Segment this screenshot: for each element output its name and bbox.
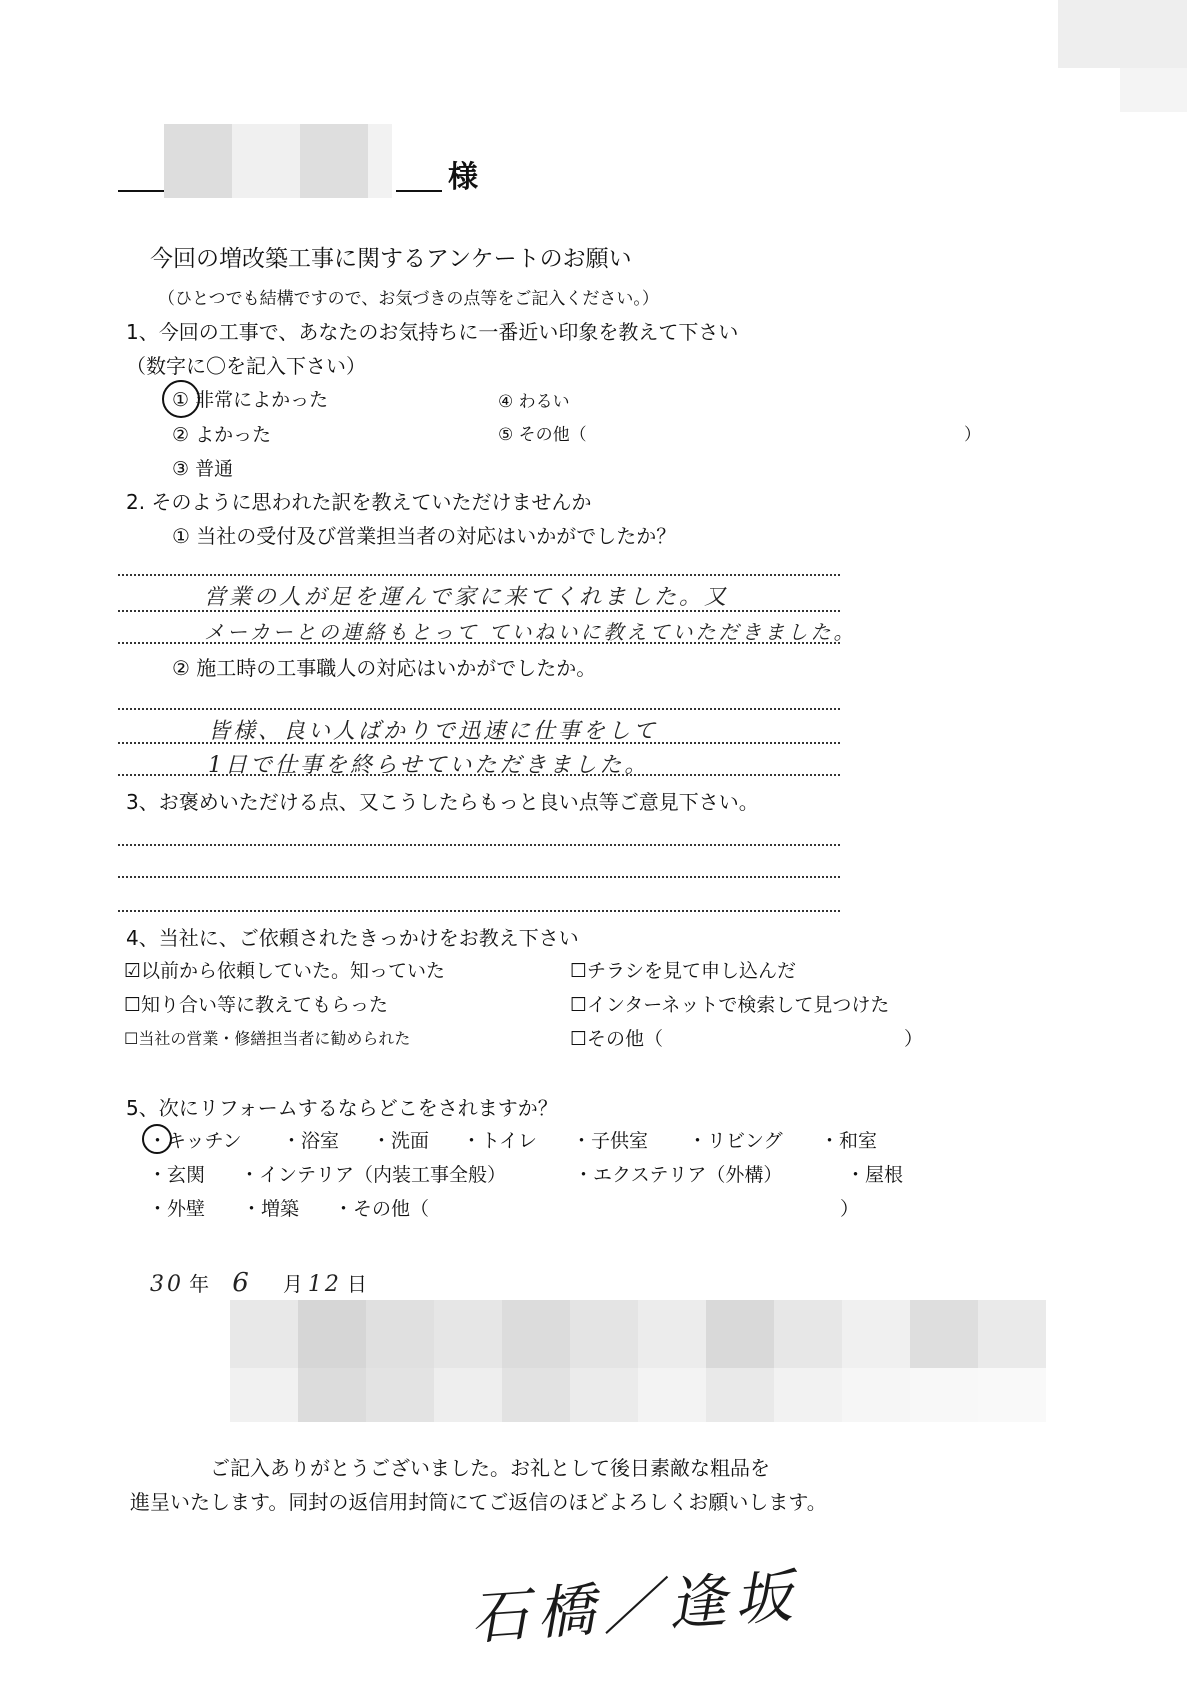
redaction-block	[706, 1368, 774, 1422]
date-day-value: 12	[307, 1272, 342, 1297]
redaction-block	[298, 1368, 366, 1422]
page-title: 今回の増改築工事に関するアンケートのお願い	[150, 246, 632, 272]
redaction-block	[774, 1368, 842, 1422]
redaction-block	[434, 1368, 502, 1422]
redaction-corner	[1120, 68, 1187, 112]
q4-option	[124, 1026, 410, 1049]
redaction-block	[842, 1300, 910, 1368]
closing-line-1: ご記入ありがとうございました。お礼として後日素敵な粗品を	[210, 1456, 770, 1480]
q2-sub2: ② 施工時の工事職人の対応はいかがでしたか。	[172, 656, 597, 680]
answer-line	[118, 574, 840, 576]
name-underline-left	[118, 190, 164, 192]
q4-option	[570, 956, 796, 983]
q1-question: 1、今回の工事で、あなたのお気持ちに一番近い印象を教えて下さい	[126, 320, 739, 344]
redaction-block	[978, 1300, 1046, 1368]
q5-option: ・リビング	[688, 1130, 783, 1152]
q5-question: 5、次にリフォームするならどこをされますか？	[126, 1096, 558, 1120]
redaction-block	[230, 1300, 298, 1368]
date-line	[150, 1268, 367, 1298]
q5-option: ・トイレ	[462, 1130, 538, 1152]
redaction-block	[230, 1368, 298, 1422]
q4-option-checked	[124, 956, 445, 983]
q5-option: ・玄関	[148, 1164, 206, 1186]
q5-option: ・和室	[820, 1130, 878, 1152]
redaction-block	[502, 1368, 570, 1422]
q4-option	[570, 1024, 663, 1051]
q5-option: ・増築	[242, 1198, 300, 1220]
redaction-block	[366, 1300, 434, 1368]
q2-sub1: ① 当社の受付及び営業担当者の対応はいかがでしたか？	[172, 524, 677, 548]
redaction-block	[570, 1300, 638, 1368]
q2-answer2-line1: 皆様、良い人ばかりで迅速に仕事をして	[208, 719, 659, 744]
answer-line	[118, 708, 840, 710]
date-month-value: 6	[232, 1268, 252, 1298]
q5-option: ・子供室	[572, 1130, 649, 1152]
redaction-block	[842, 1368, 910, 1422]
redaction-name	[232, 124, 300, 198]
redaction-block	[978, 1368, 1046, 1422]
q5-option: ・洗面	[372, 1130, 430, 1152]
checkbox-icon: ☐	[570, 960, 588, 982]
redaction-block	[502, 1300, 570, 1368]
q1-option-2: ② よかった	[172, 424, 272, 446]
redaction-block	[706, 1300, 774, 1368]
redaction-name	[300, 124, 368, 198]
redaction-block	[910, 1300, 978, 1368]
q4-close-paren: ）	[904, 1028, 924, 1050]
checkbox-icon: ☐	[124, 994, 142, 1016]
q1-option-1: ① 非常によかった	[172, 389, 329, 411]
q4-option	[570, 990, 889, 1017]
redaction-block	[910, 1368, 978, 1422]
redaction-block	[774, 1300, 842, 1368]
date-year-label: 年	[189, 1272, 210, 1296]
q5-option: ・キッチン	[148, 1130, 242, 1152]
redaction-corner	[1058, 0, 1187, 68]
q4-question: 4、当社に、ご依頼されたきっかけをお教え下さい	[126, 926, 579, 950]
q3-question: 3、お褒めいただける点、又こうしたらもっと良い点等ご意見下さい。	[126, 790, 759, 814]
q1-option-3: ③ 普通	[172, 458, 234, 480]
q1-instruction: （数字に〇を記入下さい）	[126, 354, 366, 378]
q5-option: ・屋根	[846, 1164, 904, 1186]
checkbox-icon: ☐	[570, 994, 588, 1016]
q2-answer1-line1: 営業の人が足を運んで家に来てくれました。又	[204, 585, 730, 610]
q4-option-label: チラシを見て申し込んだ	[587, 960, 797, 982]
q2-answer2-line2: 1日で仕事を終らせていただきました。	[208, 753, 650, 778]
q5-option: ・浴室	[282, 1130, 340, 1152]
checkbox-icon: ☐	[124, 1029, 139, 1048]
q1-option-5: ⑤ その他（	[498, 425, 587, 445]
date-month-label: 月	[282, 1272, 303, 1296]
q5-option: ・エクステリア（外構）	[574, 1164, 783, 1186]
name-underline-right	[396, 190, 442, 192]
q4-option-label: 知り合い等に教えてもらった	[141, 994, 389, 1016]
q5-option: ・外壁	[148, 1198, 206, 1220]
redaction-block	[434, 1300, 502, 1368]
date-year-value: 30	[150, 1272, 184, 1297]
redaction-block	[638, 1300, 706, 1368]
q1-option-4: ④ わるい	[498, 392, 570, 412]
answer-line	[118, 876, 840, 878]
redaction-name	[164, 124, 232, 198]
q4-option-label: インターネットで検索して見つけた	[587, 994, 890, 1016]
date-day-label: 日	[347, 1272, 368, 1296]
checked-box-icon: ☑	[124, 960, 142, 982]
closing-line-2: 進呈いたします。同封の返信用封筒にてご返信のほどよろしくお願いします。	[130, 1490, 827, 1514]
intro-text: （ひとつでも結構ですので、お気づきの点等をご記入ください。）	[158, 289, 659, 309]
checkbox-icon: ☐	[570, 1028, 588, 1050]
q2-answer1-line2: メーカーとの連絡もとって ていねいに教えていただきました。	[204, 620, 857, 644]
redaction-block	[298, 1300, 366, 1368]
answer-line	[118, 844, 840, 846]
q4-option	[124, 990, 388, 1017]
redaction-block	[638, 1368, 706, 1422]
redaction-block	[366, 1368, 434, 1422]
redaction-name	[368, 124, 392, 198]
q2-question: 2. そのように思われた訳を教えていただけませんか	[126, 490, 592, 514]
q5-close-paren: ）	[840, 1198, 860, 1220]
honorific: 様	[448, 160, 478, 195]
q4-option-label: 当社の営業・修繕担当者に勧められた	[138, 1029, 411, 1048]
handwritten-signature: 石橋／逢坂	[468, 1561, 803, 1653]
redaction-block	[570, 1368, 638, 1422]
q1-option-5-close: ）	[964, 425, 981, 445]
q5-option: ・インテリア（内装工事全般）	[240, 1164, 507, 1186]
q4-option-label: 以前から依頼していた。知っていた	[141, 960, 446, 982]
q4-option-label: その他（	[587, 1028, 664, 1050]
q5-option: ・その他（	[334, 1198, 430, 1220]
answer-line	[118, 910, 840, 912]
